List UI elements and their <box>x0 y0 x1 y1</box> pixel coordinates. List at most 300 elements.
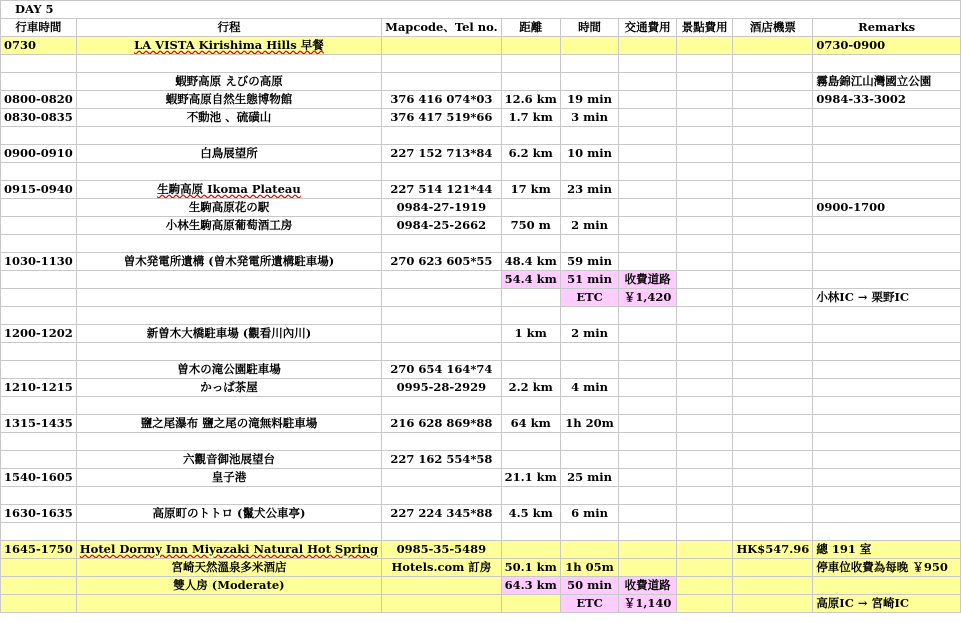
table-cell[interactable] <box>382 577 502 595</box>
table-cell[interactable] <box>813 577 961 595</box>
table-cell[interactable] <box>560 487 619 505</box>
table-cell[interactable] <box>76 343 381 361</box>
table-cell[interactable] <box>76 163 381 181</box>
table-cell[interactable] <box>501 73 560 91</box>
table-cell[interactable]: 23 min <box>560 181 619 199</box>
table-cell[interactable] <box>501 361 560 379</box>
table-cell[interactable] <box>382 487 502 505</box>
table-cell[interactable] <box>676 505 733 523</box>
table-cell[interactable] <box>676 307 733 325</box>
table-cell[interactable]: 0730 <box>1 37 77 55</box>
table-cell[interactable] <box>813 451 961 469</box>
table-cell[interactable]: 1200-1202 <box>1 325 77 343</box>
header-cell[interactable]: 時間 <box>560 19 619 37</box>
day-label[interactable]: DAY 5 <box>1 1 961 19</box>
table-cell[interactable] <box>733 559 813 577</box>
table-cell[interactable]: 0985-35-5489 <box>382 541 502 559</box>
table-cell[interactable] <box>733 145 813 163</box>
table-cell[interactable] <box>813 307 961 325</box>
table-cell[interactable]: 216 628 869*88 <box>382 415 502 433</box>
table-cell[interactable] <box>382 289 502 307</box>
table-cell[interactable] <box>619 487 677 505</box>
table-cell[interactable]: 270 623 605*55 <box>382 253 502 271</box>
table-cell[interactable] <box>733 595 813 613</box>
table-cell[interactable] <box>1 235 77 253</box>
table-cell[interactable]: 1 km <box>501 325 560 343</box>
table-cell[interactable] <box>733 163 813 181</box>
table-cell[interactable]: 50.1 km <box>501 559 560 577</box>
table-cell[interactable] <box>619 397 677 415</box>
table-cell[interactable] <box>560 37 619 55</box>
table-cell[interactable] <box>76 127 381 145</box>
table-cell[interactable]: 曽木の滝公園駐車場 <box>76 361 381 379</box>
table-cell[interactable] <box>1 271 77 289</box>
table-cell[interactable] <box>76 289 381 307</box>
header-cell[interactable]: 景點費用 <box>676 19 733 37</box>
table-cell[interactable]: 59 min <box>560 253 619 271</box>
table-cell[interactable] <box>733 37 813 55</box>
table-cell[interactable]: 1630-1635 <box>1 505 77 523</box>
table-cell[interactable]: 376 417 519*66 <box>382 109 502 127</box>
table-cell[interactable] <box>1 397 77 415</box>
table-cell[interactable] <box>560 343 619 361</box>
table-cell[interactable] <box>560 307 619 325</box>
table-cell[interactable]: 2.2 km <box>501 379 560 397</box>
table-cell[interactable]: 227 152 713*84 <box>382 145 502 163</box>
table-cell[interactable] <box>619 73 677 91</box>
table-cell[interactable] <box>501 487 560 505</box>
table-cell[interactable] <box>382 469 502 487</box>
table-cell[interactable]: 1030-1130 <box>1 253 77 271</box>
table-cell[interactable] <box>382 235 502 253</box>
table-cell[interactable]: 1315-1435 <box>1 415 77 433</box>
table-cell[interactable]: 0900-1700 <box>813 199 961 217</box>
table-cell[interactable]: 生駒高原 Ikoma Plateau <box>76 181 381 199</box>
table-cell[interactable] <box>733 127 813 145</box>
table-cell[interactable] <box>619 379 677 397</box>
table-cell[interactable]: 收費道路 <box>619 577 677 595</box>
table-cell[interactable] <box>1 73 77 91</box>
table-cell[interactable]: 64.3 km <box>501 577 560 595</box>
table-cell[interactable]: 51 min <box>560 271 619 289</box>
table-cell[interactable] <box>501 163 560 181</box>
table-cell[interactable] <box>76 271 381 289</box>
table-cell[interactable]: LA VISTA Kirishima Hills 早餐 <box>76 37 381 55</box>
table-cell[interactable]: 270 654 164*74 <box>382 361 502 379</box>
table-cell[interactable] <box>676 91 733 109</box>
table-cell[interactable]: Hotel Dormy Inn Miyazaki Natural Hot Spring <box>76 541 381 559</box>
table-cell[interactable] <box>1 487 77 505</box>
table-cell[interactable]: 1h 05m <box>560 559 619 577</box>
table-cell[interactable] <box>76 235 381 253</box>
table-cell[interactable] <box>76 307 381 325</box>
table-cell[interactable]: 1645-1750 <box>1 541 77 559</box>
table-cell[interactable] <box>813 415 961 433</box>
table-cell[interactable] <box>676 559 733 577</box>
table-cell[interactable] <box>382 307 502 325</box>
table-cell[interactable] <box>733 253 813 271</box>
table-cell[interactable] <box>382 271 502 289</box>
table-cell[interactable]: 227 162 554*58 <box>382 451 502 469</box>
table-cell[interactable] <box>501 595 560 613</box>
table-cell[interactable] <box>813 271 961 289</box>
table-cell[interactable] <box>813 469 961 487</box>
table-cell[interactable]: 0984-27-1919 <box>382 199 502 217</box>
table-cell[interactable] <box>813 523 961 541</box>
table-cell[interactable] <box>676 37 733 55</box>
table-cell[interactable]: 雙人房 (Moderate) <box>76 577 381 595</box>
table-row <box>1 325 961 343</box>
table-cell[interactable] <box>501 289 560 307</box>
table-cell[interactable]: 總 191 室 <box>813 541 961 559</box>
table-cell[interactable] <box>619 109 677 127</box>
table-cell[interactable] <box>619 217 677 235</box>
table-cell[interactable] <box>501 541 560 559</box>
table-cell[interactable] <box>619 199 677 217</box>
table-cell[interactable]: 鹽之尾瀑布 鹽之尾の滝無料駐車場 <box>76 415 381 433</box>
table-cell[interactable] <box>619 559 677 577</box>
table-cell[interactable] <box>1 289 77 307</box>
table-cell[interactable] <box>1 559 77 577</box>
table-row <box>1 73 961 91</box>
table-cell[interactable] <box>733 271 813 289</box>
table-cell[interactable] <box>813 487 961 505</box>
table-cell[interactable] <box>676 325 733 343</box>
table-cell[interactable] <box>619 433 677 451</box>
table-cell[interactable]: 生駒高原花の駅 <box>76 199 381 217</box>
table-cell[interactable] <box>676 541 733 559</box>
table-cell[interactable] <box>813 361 961 379</box>
table-cell[interactable] <box>733 343 813 361</box>
table-cell[interactable]: 0995-28-2929 <box>382 379 502 397</box>
table-cell[interactable] <box>76 397 381 415</box>
table-cell[interactable] <box>733 451 813 469</box>
table-cell[interactable] <box>676 217 733 235</box>
table-cell[interactable] <box>560 433 619 451</box>
table-cell[interactable]: 6.2 km <box>501 145 560 163</box>
table-cell[interactable] <box>382 55 502 73</box>
table-cell[interactable]: 376 416 074*03 <box>382 91 502 109</box>
table-cell[interactable] <box>733 397 813 415</box>
table-cell[interactable]: 新曽木大橋駐車場 (觀看川內川) <box>76 325 381 343</box>
table-cell[interactable] <box>676 397 733 415</box>
table-cell[interactable]: 54.4 km <box>501 271 560 289</box>
table-cell[interactable] <box>676 55 733 73</box>
table-cell[interactable]: 蝦野高原自然生態博物館 <box>76 91 381 109</box>
table-cell[interactable]: 227 514 121*44 <box>382 181 502 199</box>
table-cell[interactable] <box>1 595 77 613</box>
table-cell[interactable] <box>676 595 733 613</box>
table-cell[interactable]: 高原IC → 宮崎IC <box>813 595 961 613</box>
table-cell[interactable] <box>733 505 813 523</box>
table-cell[interactable] <box>676 577 733 595</box>
table-cell[interactable] <box>501 127 560 145</box>
table-cell[interactable] <box>813 163 961 181</box>
table-cell[interactable]: 0830-0835 <box>1 109 77 127</box>
table-cell[interactable] <box>813 343 961 361</box>
table-cell[interactable] <box>501 397 560 415</box>
table-cell[interactable] <box>1 577 77 595</box>
table-cell[interactable]: 17 km <box>501 181 560 199</box>
table-cell[interactable] <box>676 109 733 127</box>
table-cell[interactable] <box>733 235 813 253</box>
table-cell[interactable] <box>813 397 961 415</box>
table-cell[interactable]: 0800-0820 <box>1 91 77 109</box>
table-cell[interactable] <box>382 397 502 415</box>
table-cell[interactable] <box>1 451 77 469</box>
table-cell[interactable] <box>813 253 961 271</box>
table-cell[interactable] <box>813 379 961 397</box>
table-cell[interactable]: ETC <box>560 595 619 613</box>
table-cell[interactable] <box>733 379 813 397</box>
table-cell[interactable] <box>676 271 733 289</box>
table-cell[interactable] <box>560 199 619 217</box>
table-cell[interactable] <box>560 55 619 73</box>
table-cell[interactable] <box>76 523 381 541</box>
table-cell[interactable] <box>676 343 733 361</box>
table-cell[interactable] <box>676 379 733 397</box>
table-cell[interactable] <box>676 415 733 433</box>
table-cell[interactable] <box>382 127 502 145</box>
table-cell[interactable] <box>76 595 381 613</box>
table-cell[interactable] <box>619 325 677 343</box>
table-cell[interactable] <box>1 523 77 541</box>
table-cell[interactable] <box>76 433 381 451</box>
table-cell[interactable] <box>813 127 961 145</box>
table-cell[interactable] <box>733 109 813 127</box>
table-cell[interactable]: 25 min <box>560 469 619 487</box>
table-cell[interactable]: 64 km <box>501 415 560 433</box>
table-cell[interactable] <box>560 397 619 415</box>
table-cell[interactable]: 0915-0940 <box>1 181 77 199</box>
table-cell[interactable] <box>813 235 961 253</box>
table-cell[interactable] <box>382 37 502 55</box>
header-cell[interactable]: Mapcode、Tel no. <box>382 19 502 37</box>
table-cell[interactable]: 宮崎天然溫泉多米酒店 <box>76 559 381 577</box>
table-cell[interactable] <box>619 127 677 145</box>
table-cell[interactable] <box>382 163 502 181</box>
table-cell[interactable] <box>619 307 677 325</box>
header-cell[interactable]: Remarks <box>813 19 961 37</box>
table-cell[interactable] <box>619 145 677 163</box>
table-cell[interactable]: ￥1,420 <box>619 289 677 307</box>
table-cell[interactable]: 48.4 km <box>501 253 560 271</box>
table-cell[interactable] <box>560 127 619 145</box>
table-cell[interactable] <box>676 235 733 253</box>
table-cell[interactable]: HK$547.96 <box>733 541 813 559</box>
table-cell[interactable] <box>382 433 502 451</box>
table-cell[interactable] <box>1 163 77 181</box>
table-cell[interactable] <box>501 55 560 73</box>
table-cell[interactable]: 227 224 345*88 <box>382 505 502 523</box>
table-cell[interactable] <box>501 523 560 541</box>
table-cell[interactable] <box>733 73 813 91</box>
table-cell[interactable]: 白鳥展望所 <box>76 145 381 163</box>
table-cell[interactable]: 小林生駒高原葡萄酒工房 <box>76 217 381 235</box>
table-cell[interactable]: 小林IC → 栗野IC <box>813 289 961 307</box>
table-cell[interactable] <box>619 253 677 271</box>
table-cell[interactable] <box>813 433 961 451</box>
table-cell[interactable]: 19 min <box>560 91 619 109</box>
table-cell[interactable] <box>501 307 560 325</box>
header-cell[interactable]: 行程 <box>76 19 381 37</box>
table-cell[interactable] <box>813 217 961 235</box>
table-cell[interactable]: 0900-0910 <box>1 145 77 163</box>
table-cell[interactable]: 6 min <box>560 505 619 523</box>
table-cell[interactable]: 3 min <box>560 109 619 127</box>
table-cell[interactable] <box>676 523 733 541</box>
table-cell[interactable]: 收費道路 <box>619 271 677 289</box>
table-cell[interactable] <box>676 289 733 307</box>
table-cell[interactable] <box>733 55 813 73</box>
header-cell[interactable]: 行車時間 <box>1 19 77 37</box>
header-cell[interactable]: 距離 <box>501 19 560 37</box>
table-cell[interactable]: 4.5 km <box>501 505 560 523</box>
table-cell[interactable] <box>813 109 961 127</box>
table-cell[interactable] <box>676 469 733 487</box>
table-cell[interactable] <box>560 163 619 181</box>
table-cell[interactable] <box>560 541 619 559</box>
table-cell[interactable] <box>619 235 677 253</box>
table-cell[interactable] <box>676 451 733 469</box>
table-cell[interactable] <box>76 55 381 73</box>
table-cell[interactable] <box>619 451 677 469</box>
table-cell[interactable] <box>382 343 502 361</box>
table-cell[interactable]: ￥1,140 <box>619 595 677 613</box>
table-cell[interactable] <box>676 127 733 145</box>
table-cell[interactable]: 蝦野高原 えびの高原 <box>76 73 381 91</box>
table-cell[interactable] <box>619 469 677 487</box>
table-cell[interactable] <box>501 433 560 451</box>
table-cell[interactable] <box>1 217 77 235</box>
table-cell[interactable] <box>813 505 961 523</box>
table-cell[interactable] <box>619 343 677 361</box>
table-cell[interactable] <box>619 181 677 199</box>
table-cell[interactable] <box>676 361 733 379</box>
table-cell[interactable] <box>501 199 560 217</box>
table-cell[interactable] <box>560 451 619 469</box>
table-cell[interactable]: 不動池 、硫磺山 <box>76 109 381 127</box>
table-cell[interactable] <box>676 145 733 163</box>
table-cell[interactable]: 停車位收費為每晚 ￥950 <box>813 559 961 577</box>
table-cell[interactable] <box>501 235 560 253</box>
table-cell[interactable] <box>382 595 502 613</box>
table-cell[interactable] <box>813 325 961 343</box>
table-cell[interactable] <box>733 217 813 235</box>
table-cell[interactable]: 2 min <box>560 325 619 343</box>
table-cell[interactable] <box>560 523 619 541</box>
table-cell[interactable] <box>619 505 677 523</box>
table-cell[interactable] <box>733 289 813 307</box>
table-cell[interactable] <box>813 145 961 163</box>
table-cell[interactable] <box>619 91 677 109</box>
table-cell[interactable]: 750 m <box>501 217 560 235</box>
table-cell[interactable]: 21.1 km <box>501 469 560 487</box>
table-cell[interactable] <box>733 469 813 487</box>
table-cell[interactable] <box>619 415 677 433</box>
table-cell[interactable]: 2 min <box>560 217 619 235</box>
table-cell[interactable] <box>813 181 961 199</box>
table-cell[interactable]: Hotels.com 訂房 <box>382 559 502 577</box>
table-cell[interactable] <box>676 181 733 199</box>
table-cell[interactable]: 0730-0900 <box>813 37 961 55</box>
table-cell[interactable] <box>501 37 560 55</box>
table-cell[interactable]: ETC <box>560 289 619 307</box>
table-cell[interactable]: 12.6 km <box>501 91 560 109</box>
table-cell[interactable] <box>733 307 813 325</box>
table-cell[interactable]: 1540-1605 <box>1 469 77 487</box>
table-cell[interactable]: 4 min <box>560 379 619 397</box>
table-cell[interactable] <box>1 199 77 217</box>
table-cell[interactable] <box>560 73 619 91</box>
table-cell[interactable] <box>733 199 813 217</box>
table-cell[interactable] <box>733 433 813 451</box>
table-cell[interactable] <box>382 523 502 541</box>
table-cell[interactable] <box>501 343 560 361</box>
header-cell[interactable]: 酒店機票 <box>733 19 813 37</box>
table-cell[interactable] <box>501 451 560 469</box>
table-cell[interactable] <box>619 523 677 541</box>
table-cell[interactable] <box>382 73 502 91</box>
table-cell[interactable] <box>1 343 77 361</box>
table-cell[interactable] <box>676 253 733 271</box>
table-cell[interactable] <box>619 361 677 379</box>
table-cell[interactable]: 10 min <box>560 145 619 163</box>
table-cell[interactable] <box>676 199 733 217</box>
table-cell[interactable] <box>1 307 77 325</box>
table-cell[interactable] <box>733 487 813 505</box>
table-cell[interactable] <box>676 163 733 181</box>
table-cell[interactable] <box>733 415 813 433</box>
table-cell[interactable]: かっぱ茶屋 <box>76 379 381 397</box>
table-cell[interactable]: 曽木発電所遺構 (曽木発電所遺構駐車場) <box>76 253 381 271</box>
table-cell[interactable]: 霧島錦江山灣國立公園 <box>813 73 961 91</box>
table-cell[interactable]: 六觀音御池展望台 <box>76 451 381 469</box>
table-cell[interactable]: 1210-1215 <box>1 379 77 397</box>
table-cell[interactable] <box>1 433 77 451</box>
table-cell[interactable] <box>619 55 677 73</box>
table-cell[interactable] <box>619 163 677 181</box>
table-cell[interactable] <box>1 361 77 379</box>
table-cell[interactable] <box>733 577 813 595</box>
table-cell[interactable]: 皇子港 <box>76 469 381 487</box>
table-cell[interactable]: 1.7 km <box>501 109 560 127</box>
table-cell[interactable] <box>1 55 77 73</box>
table-cell[interactable] <box>560 361 619 379</box>
table-cell[interactable]: 高原町のトトロ (鬣犬公車亭) <box>76 505 381 523</box>
table-cell[interactable] <box>733 181 813 199</box>
table-cell[interactable]: 50 min <box>560 577 619 595</box>
table-cell[interactable] <box>733 523 813 541</box>
table-cell[interactable] <box>1 127 77 145</box>
table-cell[interactable] <box>676 487 733 505</box>
table-cell[interactable] <box>676 433 733 451</box>
table-cell[interactable] <box>619 37 677 55</box>
table-cell[interactable]: 0984-33-3002 <box>813 91 961 109</box>
table-cell[interactable]: 0984-25-2662 <box>382 217 502 235</box>
table-cell[interactable] <box>560 235 619 253</box>
header-cell[interactable]: 交通費用 <box>619 19 677 37</box>
table-cell[interactable]: 1h 20m <box>560 415 619 433</box>
table-cell[interactable] <box>813 55 961 73</box>
table-cell[interactable] <box>619 541 677 559</box>
table-cell[interactable] <box>733 361 813 379</box>
table-cell[interactable] <box>733 91 813 109</box>
table-cell[interactable] <box>382 325 502 343</box>
table-cell[interactable] <box>733 325 813 343</box>
table-cell[interactable] <box>676 73 733 91</box>
table-cell[interactable] <box>76 487 381 505</box>
